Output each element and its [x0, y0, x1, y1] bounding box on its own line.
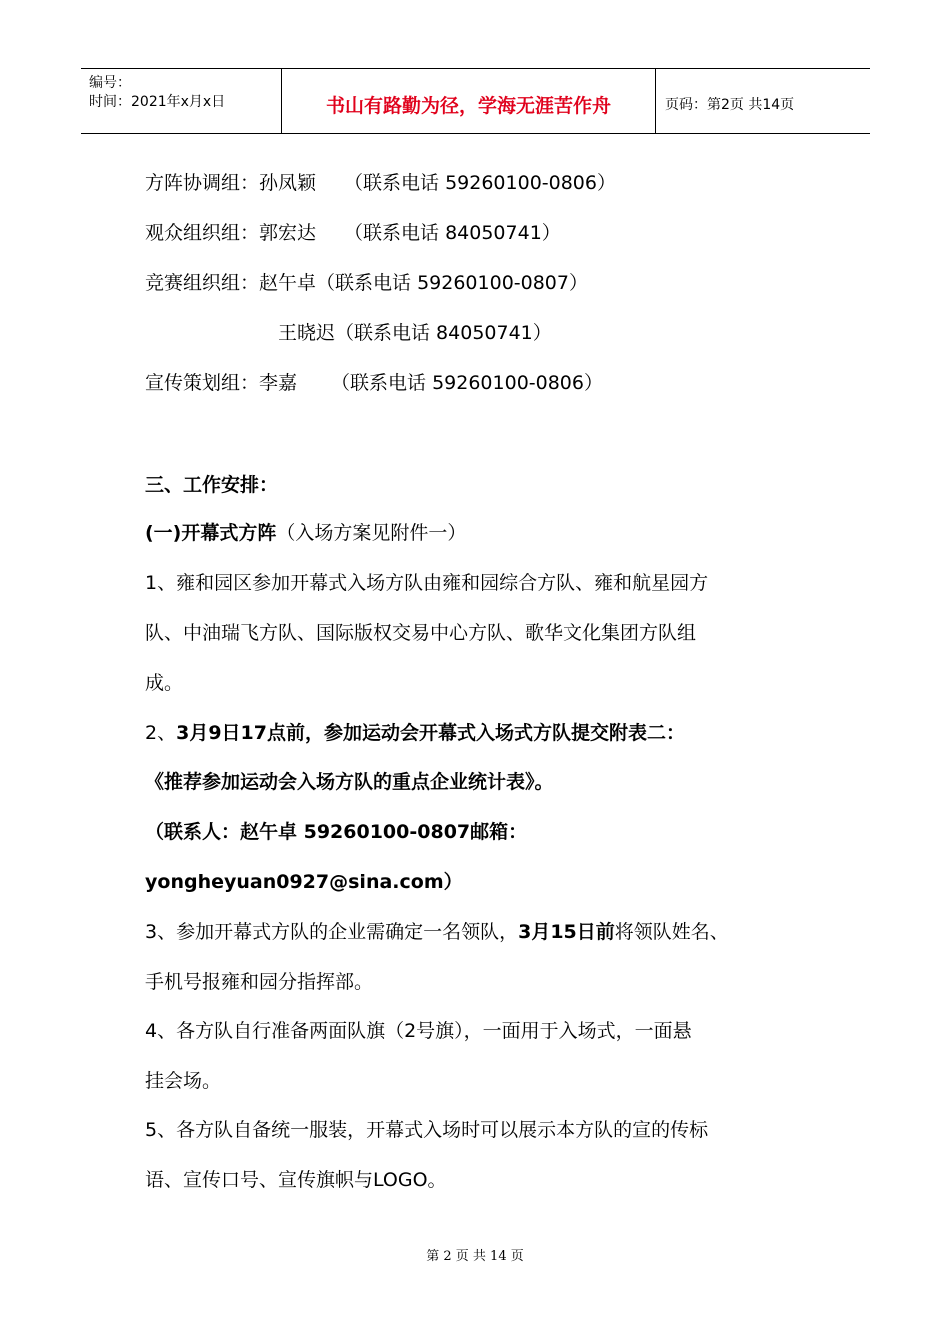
email-line: yongheyuan0927@sina.com）	[145, 871, 463, 893]
contact-role: 方阵协调组：	[145, 172, 260, 194]
contact-phone: （联系电话 59260100-0806）	[331, 372, 603, 394]
section-heading: 三、工作安排：	[145, 474, 279, 496]
subsection-note: （入场方案见附件一）	[276, 522, 467, 544]
contact-name: 赵午卓	[259, 272, 317, 294]
header-page-info: 页码：第2页 共14页	[665, 97, 795, 113]
subsection-title: (一)开幕式方阵	[145, 522, 277, 544]
paragraph-line: 队、中油瑞飞方队、国际版权交易中心方队、歌华文化集团方队组	[145, 622, 697, 644]
paragraph-line	[145, 721, 685, 745]
contact-line	[278, 321, 552, 345]
page-footer: 第 2 页 共 14 页	[426, 1249, 524, 1264]
document-header	[81, 68, 870, 134]
item-number: 2、	[145, 722, 177, 744]
paragraph-line: 手机号报雍和园分指挥部。	[145, 971, 374, 993]
contact-role: 观众组织组：	[145, 222, 260, 244]
contact-role: 宣传策划组：	[145, 372, 260, 394]
contact-line	[145, 271, 588, 295]
contact-role: 竞赛组织组：	[145, 272, 260, 294]
contact-name: 王晓迟	[278, 322, 336, 344]
doc-number-label: 编号：	[89, 75, 131, 91]
contact-phone: （联系电话 84050741）	[344, 222, 561, 244]
paragraph-line: 《推荐参加运动会入场方队的重点企业统计表》。	[145, 771, 554, 793]
header-meta-cell	[81, 69, 282, 133]
paragraph-line: （联系人：赵午卓 59260100-0807邮箱：	[145, 821, 528, 843]
paragraph-line: 语、宣传口号、宣传旗帜与LOGO。	[145, 1169, 447, 1191]
contact-phone: （联系电话 59260100-0807）	[316, 272, 588, 294]
paragraph-line: 4、各方队自行准备两面队旗（2号旗），一面用于入场式，一面悬	[145, 1020, 692, 1042]
contact-name: 李嘉	[259, 372, 298, 394]
header-page-cell	[656, 69, 870, 133]
paragraph-line: 5、各方队自备统一服装，开幕式入场时可以展示本方队的宣的传标	[145, 1119, 709, 1141]
contact-line	[145, 171, 616, 195]
motto-text: 书山有路勤为径，学海无涯苦作舟	[325, 95, 611, 117]
contact-phone: （联系电话 59260100-0806）	[344, 172, 616, 194]
item2-deadline: 3月9日17点前，参加运动会开幕式入场式方队提交附表二：	[176, 722, 685, 744]
item3-text-end: 将领队姓名、	[614, 921, 729, 943]
doc-date: 时间：2021年x月x日	[89, 94, 226, 110]
contact-name: 郭宏达	[259, 222, 317, 244]
contact-name: 孙凤颖	[259, 172, 317, 194]
contact-line	[145, 371, 603, 395]
item3-text: 3、参加开幕式方队的企业需确定一名领队，	[145, 921, 519, 943]
header-motto-cell	[282, 69, 656, 133]
paragraph-line	[145, 920, 729, 944]
paragraph-line: 成。	[145, 672, 184, 694]
item3-deadline: 3月15日前	[518, 921, 615, 943]
contact-line	[145, 221, 561, 245]
paragraph-line: 挂会场。	[145, 1070, 222, 1092]
contact-phone: （联系电话 84050741）	[335, 322, 552, 344]
subsection-heading	[145, 521, 466, 545]
paragraph-line: 1、雍和园区参加开幕式入场方队由雍和园综合方队、雍和航星园方	[145, 572, 709, 594]
